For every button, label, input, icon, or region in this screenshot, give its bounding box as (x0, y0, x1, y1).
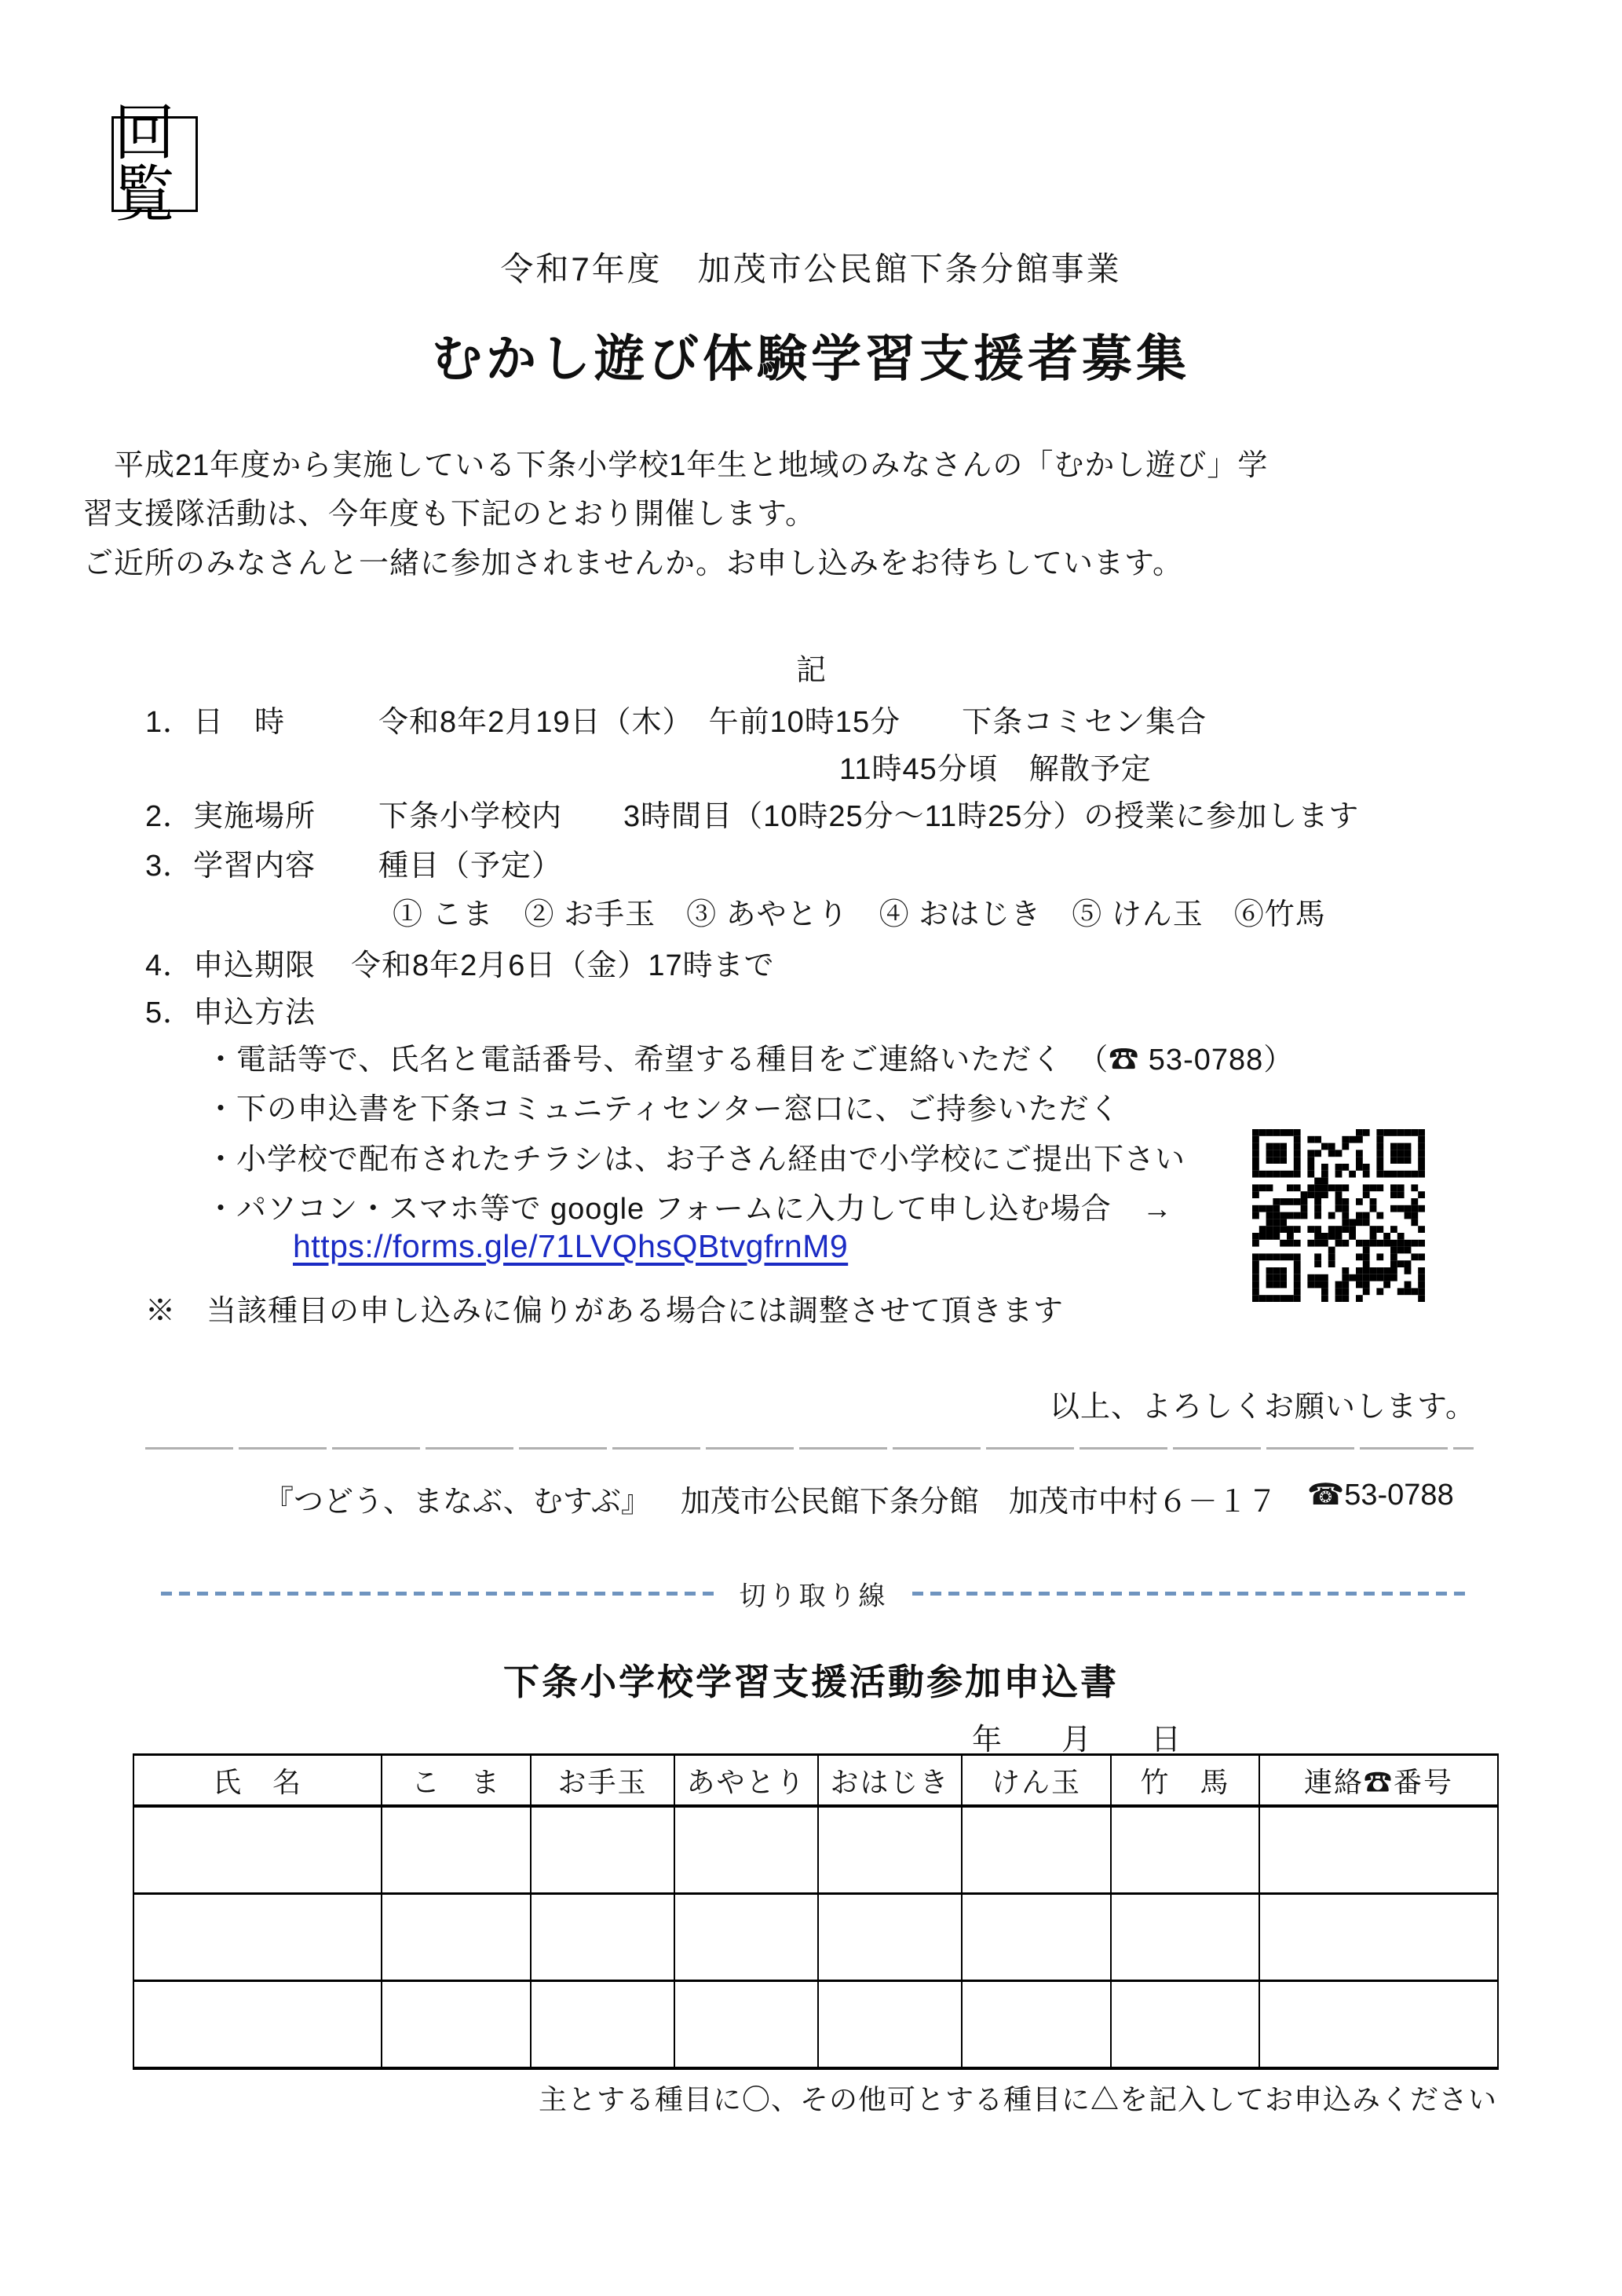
table-row (133, 1894, 1498, 1981)
qr-code (1243, 1120, 1434, 1311)
cut-line (161, 1577, 1467, 1610)
google-form-link[interactable]: https://forms.gle/71LVQhsQBtvgfrnM9 (293, 1228, 849, 1264)
table-cell (674, 1981, 818, 2069)
date-line: 年 月 日 (972, 1724, 1182, 1757)
method-school: ・小学校で配布されたチラシは、お子さん経由で小学校にご提出下さい (206, 1143, 1186, 1176)
table-row (133, 1806, 1498, 1894)
item-5-label: 5．申込方法 (145, 996, 316, 1029)
table-row (133, 1981, 1498, 2069)
footer-phone: ☎53-0788 (1306, 1479, 1454, 1512)
table-cell (1259, 1981, 1498, 2069)
column-header-koma: こ ま (382, 1755, 531, 1807)
column-header-contact: 連絡☎番号 (1259, 1755, 1498, 1807)
adjustment-note: ※ 当該種目の申し込みに偏りがある場合には調整させて頂きます (145, 1295, 1065, 1328)
table-cell (818, 1894, 962, 1981)
table-cell (1111, 1981, 1259, 2069)
table-cell (818, 1806, 962, 1894)
table-cell (962, 1981, 1111, 2069)
column-header-kendama: けん玉 (962, 1755, 1111, 1807)
notice-heading: 記 (795, 654, 826, 687)
footer-line (264, 1477, 1454, 1520)
item-4-value: 令和8年2月6日（金）17時まで (351, 949, 775, 982)
table-cell (133, 1981, 382, 2069)
footer-address: 加茂市中村６－１７ (1008, 1486, 1277, 1519)
table-cell (962, 1806, 1111, 1894)
application-form-title: 下条小学校学習支援活動参加申込書 (503, 1662, 1119, 1702)
item-3-value: 種目（予定） (378, 850, 563, 883)
table-cell (1259, 1806, 1498, 1894)
table-note: 主とする種目に〇、その他可とする種目に△を記入してお申込みください (538, 2083, 1497, 2115)
circulation-stamp-label: 回覧 (114, 98, 177, 230)
table-cell (962, 1894, 1111, 1981)
intro-line-1: 平成21年度から実施している下条小学校1年生と地域のみなさんの「むかし遊び」学 (83, 449, 1269, 482)
table-cell (674, 1806, 818, 1894)
footer-divider (145, 1447, 1474, 1450)
item-3-value-2: ① こま ② お手玉 ③ あやとり ④ おはじき ⑤ けん玉 ⑥竹馬 (393, 898, 1326, 931)
method-google-form: ・パソコン・スマホ等で google フォームに入力して申し込む場合 → (206, 1193, 1173, 1226)
page-title: むかし遊び体験学習支援者募集 (432, 331, 1190, 387)
table-cell (382, 1806, 531, 1894)
method-window: ・下の申込書を下条コミュニティセンター窓口に、ご持参いただく (206, 1093, 1120, 1126)
item-1-value-2: 11時45分頃 解散予定 (839, 753, 1152, 786)
table-cell (531, 1981, 674, 2069)
item-1-label: 1．日 時 (145, 706, 286, 739)
table-cell (531, 1894, 674, 1981)
column-header-name: 氏 名 (133, 1755, 382, 1807)
item-2-value: 下条小学校内 3時間目（10時25分～11時25分）の授業に参加します (378, 800, 1360, 833)
program-subtitle: 令和7年度 加茂市公民館下条分館事業 (500, 250, 1122, 287)
column-header-takeuma: 竹 馬 (1111, 1755, 1259, 1807)
intro-line-3: ご近所のみなさんと一緒に参加されませんか。お申し込みをお待ちしています。 (83, 547, 1183, 580)
method-phone: ・電話等で、氏名と電話番号、希望する種目をご連絡いただく （☎ 53-0788） (206, 1044, 1295, 1077)
table-cell (382, 1981, 531, 2069)
item-1-value: 令和8年2月19日（木） 午前10時15分 下条コミセン集合 (378, 706, 1207, 739)
item-3-label: 3．学習内容 (145, 850, 316, 883)
table-cell (1111, 1894, 1259, 1981)
table-cell (1259, 1894, 1498, 1981)
footer-motto: 『つどう、まなぶ、むすぶ』 (264, 1486, 651, 1519)
table-cell (674, 1894, 818, 1981)
item-2-label: 2．実施場所 (145, 800, 316, 833)
column-header-otedama: お手玉 (531, 1755, 674, 1807)
table-cell (531, 1806, 674, 1894)
table-cell (133, 1806, 382, 1894)
column-header-ayatori: あやとり (674, 1755, 818, 1807)
qr-code-image (1243, 1120, 1434, 1311)
intro-line-2: 習支援隊活動は、今年度も下記のとおり開催します。 (83, 498, 816, 531)
table-cell (133, 1894, 382, 1981)
cut-line-label: 切り取り線 (739, 1581, 889, 1611)
item-4-label: 4．申込期限 (145, 949, 316, 982)
cut-line-dash-right (912, 1592, 1467, 1596)
application-table (133, 1753, 1499, 2070)
circulation-stamp (111, 98, 198, 230)
footer-org: 加茂市公民館下条分館 (680, 1486, 979, 1519)
cut-line-dash-left (161, 1592, 716, 1596)
table-cell (382, 1894, 531, 1981)
table-header-row (133, 1755, 1498, 1807)
closing-line: 以上、よろしくお願いします。 (1050, 1391, 1476, 1424)
table-cell (818, 1981, 962, 2069)
table-cell (1111, 1806, 1259, 1894)
column-header-ohajiki: おはじき (818, 1755, 962, 1807)
